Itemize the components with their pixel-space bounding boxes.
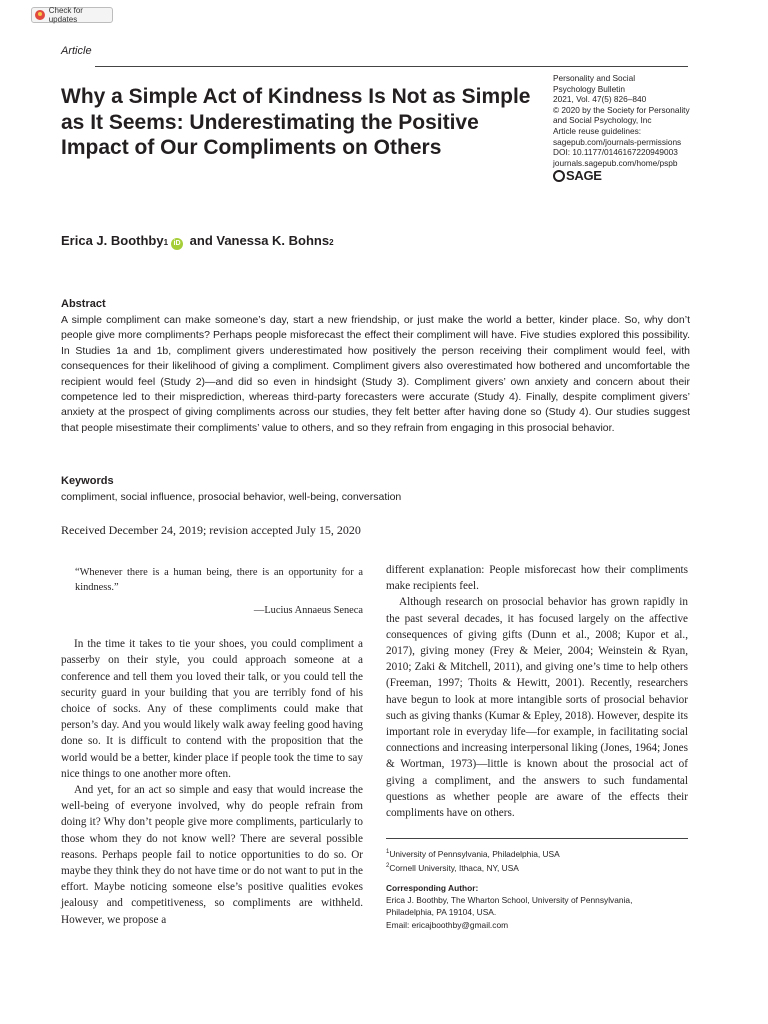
body-paragraph: And yet, for an act so simple and easy that would increase the well-being of everyone involved, why do people refrain from doing it? Why don’t people give more compliments, particularly to those whom they do not know well? There are several possible reasons. Perhaps people fail to notice opportunities to do so. Or maybe they think they do not have time or do not want to put in the effort. Maybe noticing someone else’s positive qualities evokes jealousy and competitiveness, so compliments are withheld. However, we propose a xyxy=(61,784,363,926)
keywords-heading: Keywords xyxy=(61,475,114,487)
affiliation-marker: 2 xyxy=(329,238,334,247)
footnotes xyxy=(386,846,688,931)
body-column-left xyxy=(61,565,363,928)
author-line xyxy=(61,233,334,250)
article-type-label: Article xyxy=(61,45,92,57)
corresponding-author-email[interactable]: Email: ericajboothby@gmail.com xyxy=(386,919,509,930)
body-column-right xyxy=(386,562,688,821)
journal-line: Personality and Social xyxy=(553,73,636,83)
header-rule xyxy=(95,66,688,67)
sage-logo xyxy=(553,170,693,182)
check-for-updates-badge[interactable] xyxy=(31,7,113,23)
journal-line: Article reuse guidelines: xyxy=(553,125,642,136)
affiliation-marker: 1 xyxy=(386,849,390,855)
epigraph-quote: “Whenever there is a human being, there is an opportunity for a kindness.” xyxy=(75,567,363,593)
received-dates: Received December 24, 2019; revision accepted July 15, 2020 xyxy=(61,523,361,537)
orcid-icon[interactable]: iD xyxy=(171,238,183,250)
body-paragraph: different explanation: People misforecast how their compliments make recipients feel. xyxy=(386,564,688,593)
footnote-rule xyxy=(386,838,688,839)
abstract-heading: Abstract xyxy=(61,298,106,310)
journal-info xyxy=(553,73,693,182)
author-conjunction: and xyxy=(186,233,217,248)
corresponding-author-line: Erica J. Boothby, The Wharton School, University of Pennsylvania, xyxy=(386,895,633,906)
journal-homepage-link[interactable]: journals.sagepub.com/home/pspb xyxy=(553,157,678,168)
affiliation-2 xyxy=(386,860,688,874)
affiliation-text: Cornell University, Ithaca, NY, USA xyxy=(389,862,519,873)
corresponding-author-line: Philadelphia, PA 19104, USA. xyxy=(386,907,497,918)
body-paragraph: In the time it takes to tie your shoes, you could compliment a passerby on their style, you could approach someone at a conference and tell them you loved their talk, or you could tell the security guard in your building that you are terribly fond of his choice of socks. Any of these compliments could make that person’s day. And you would likely walk away feeling good having done so. It is difficult to contend with the proposition that the world would be a better, kinder place if people took the time to say nice things to one another more often. xyxy=(61,638,363,780)
sage-logo-text: SAGE xyxy=(566,168,602,184)
affiliation-marker: 2 xyxy=(386,863,390,869)
article-title: Why a Simple Act of Kindness Is Not as Simple as It Seems: Underestimating the Positive Impact of Our Compliments on Others xyxy=(61,85,531,159)
body-paragraph: Although research on prosocial behavior has grown rapidly in the past several decades, it has focused largely on the affective consequences of giving gifts (Dunn et al., 2008; Kupor et al., 2017), giving money (Frey & Meier, 2004; Weinstein & Ryan, 2010; Zaki & Mitchell, 2011), and giving one’s time to help others (Freeman, 1997; Thoits & Hewitt, 2001). Recently, researchers have begun to look at more intangible sorts of prosocial behavior such as giving thanks (Kumar & Epley, 2018). However, despite its important role in everyday life—for example, in facilitating social connections and increasing interpersonal liking (Jones, 1964; Jones & Wortman, 1973)—little is known about the prosocial act of giving a compliment, and the answers to such fundamental questions as whether people are aware of the effects their compliments have on others. xyxy=(386,596,688,820)
abstract-text: A simple compliment can make someone’s day, start a new friendship, or just make the world a better, kinder place. So, why don’t people give more compliments? Perhaps people misforecast the effect their compliment will have. Five studies explored this possibility. In Studies 1a and 1b, compliment givers underestimated how positively the person receiving their compliment would feel, with consequences for their likelihood of giving a compliment. Compliment givers also overestimated how bothered and uncomfortable the recipient would feel (Study 2)—and did so even in hindsight (Study 3). Compliment givers’ own anxiety and concern about their competence led to their misprediction, whereas third-party forecasters were accurate (Study 4). Finally, despite compliment givers’ anxiety at the prospect of giving compliments across our studies, they felt better after having done so (Study 4). Our studies suggest that people misestimate their compliments’ value to others, and so they refrain from engaging in this prosocial behavior. xyxy=(61,314,690,434)
check-for-updates-label: Check for updates xyxy=(48,6,83,24)
journal-link[interactable]: sagepub.com/journals-permissions xyxy=(553,136,682,147)
sage-logo-icon xyxy=(553,170,565,182)
journal-line: Psychology Bulletin xyxy=(553,83,625,94)
corresponding-author-heading: Corresponding Author: xyxy=(386,883,479,893)
affiliation-text: University of Pennsylvania, Philadelphia, USA xyxy=(389,848,560,859)
keywords-text: compliment, social influence, prosocial behavior, well-being, conversation xyxy=(61,491,402,503)
author-name[interactable]: Erica J. Boothby xyxy=(61,233,164,248)
journal-line: and Social Psychology, Inc xyxy=(553,115,652,126)
affiliation-marker: 1 xyxy=(163,238,169,247)
epigraph-attribution: —Lucius Annaeus Seneca xyxy=(253,605,363,616)
journal-line: 2021, Vol. 47(5) 826–840 xyxy=(553,94,647,105)
journal-line: © 2020 by the Society for Personality xyxy=(553,104,690,115)
author-name[interactable]: Vanessa K. Bohns xyxy=(216,233,330,248)
doi-link[interactable]: DOI: 10.1177/0146167220949003 xyxy=(553,147,678,158)
crossmark-icon xyxy=(35,10,45,20)
affiliation-1 xyxy=(386,846,688,860)
